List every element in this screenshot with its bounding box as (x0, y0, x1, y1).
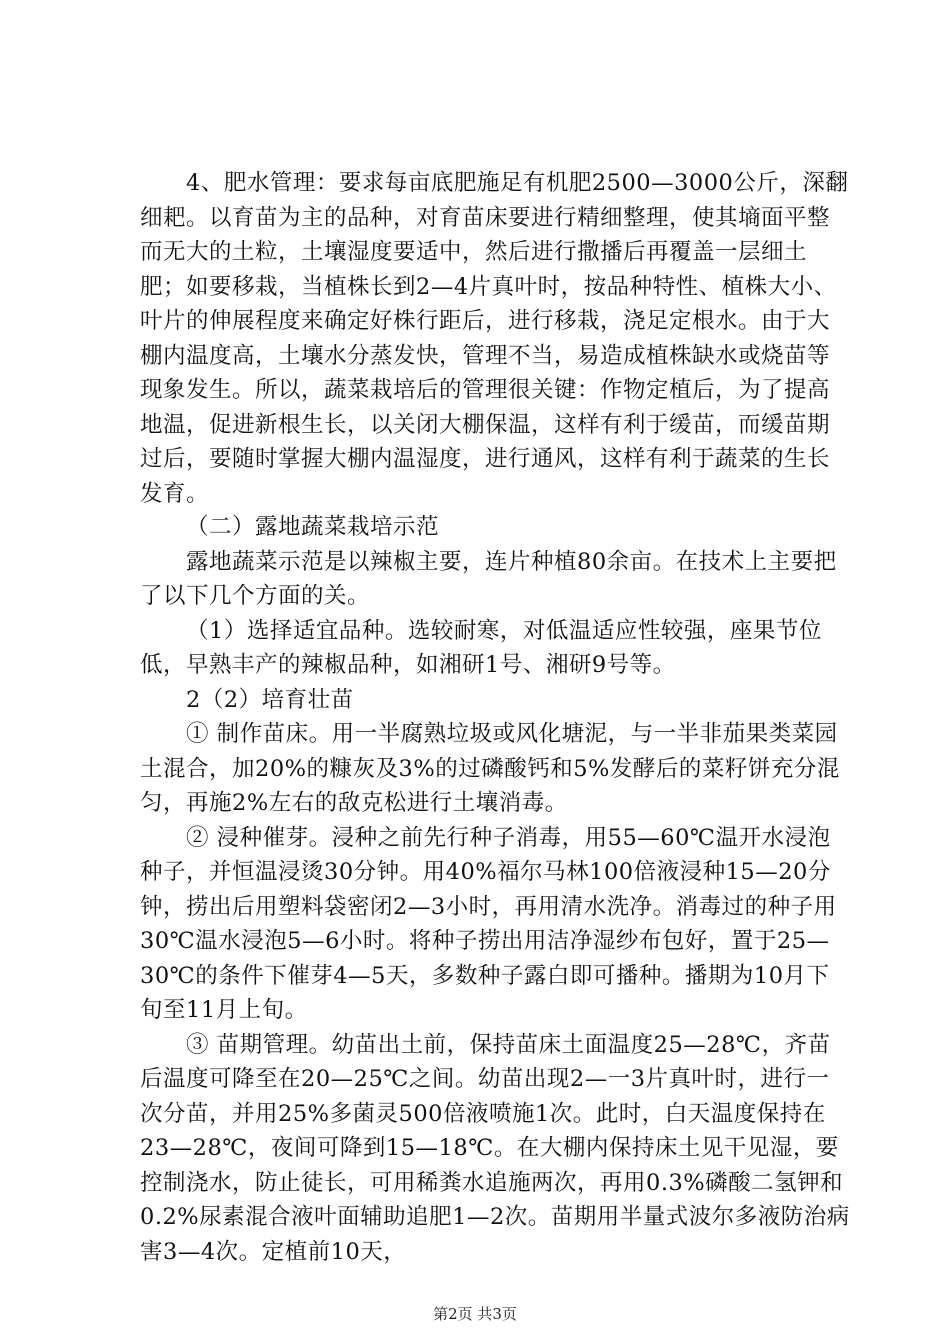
step-soak-germinate: ② 浸种催芽。浸种之前先行种子消毒，用55—60℃温开水浸泡种子，并恒温浸烫30分钟。用40%福尔马林100倍液浸种15—20分钟，捞出后用塑料袋密闭2—3小时，再用清水洗净。消毒过的种子用30℃温水浸泡5—6小时。将种子捞出用洁净湿纱布包好，置于25—30℃的条件下催芽4—5天，多数种子露白即可播种。播期为10月下旬至11月上旬。 (140, 824, 837, 1023)
intro-paragraph: 露地蔬菜示范是以辣椒主要，连片种植80余亩。在技术上主要把了以下几个方面的关。 (140, 548, 837, 609)
step-seedling-management: ③ 苗期管理。幼苗出土前，保持苗床土面温度25—28℃，齐苗后温度可降至在20—25℃之间。幼苗出现2—一3片真叶时，进行一次分苗，并用25%多菌灵500倍液喷施1次。此时，白天温度保持在23—28℃，夜间可降到15—18℃。在大棚内保持床土见干见湿，要控制浇水，防止徒长，可用稀粪水追施两次，再用0.3%磷酸二氢钾和0.2%尿素混合液叶面辅助追肥1—2次。苗期用半量式波尔多液防治病害3—4次。定植前10天， (140, 1031, 850, 1265)
item-select-variety: （1）选择适宜品种。选较耐寒，对低温适应性较强，座果节位低，早熟丰产的辣椒品种，如湘研1号、湘研9号等。 (140, 617, 822, 678)
item-raise-seedlings-title: 2（2）培育壮苗 (186, 686, 354, 713)
step-seedbed: ① 制作苗床。用一半腐熟垃圾或风化塘泥，与一半非茄果类菜园土混合，加20%的糠灰及3%的过磷酸钙和5%发酵后的菜籽饼充分混匀，再施2%左右的敌克松进行土壤消毒。 (140, 721, 840, 816)
openfield-section (140, 510, 852, 1269)
section-heading: （二）露地蔬菜栽培示范 (186, 514, 440, 540)
fertilizer-paragraph: 4、肥水管理：要求每亩底肥施足有机肥2500—3000公斤，深翻细耙。以育苗为主的品种，对育苗床要进行精细整理，使其墒面平整而无大的土粒，土壤湿度要适中，然后进行撒播后再覆盖一层细土肥；如要移栽，当植株长到2—4片真叶时，按品种特性、植株大小、叶片的伸展程度来确定好株行距后，进行移栽，浇足定根水。由于大棚内温度高，土壤水分蒸发快，管理不当，易造成植株缺水或烧苗等现象发生。所以，蔬菜栽培后的管理很关键：作物定植后，为了提高地温，促进新根生长，以关闭大棚保温，这样有利于缓苗，而缓苗期过后，要随时掌握大棚内温湿度，进行通风，这样有利于蔬菜的生长发育。 (140, 170, 849, 507)
fertilizer-section (140, 166, 852, 511)
page-footer: 第2页 共3页 (433, 1305, 517, 1323)
